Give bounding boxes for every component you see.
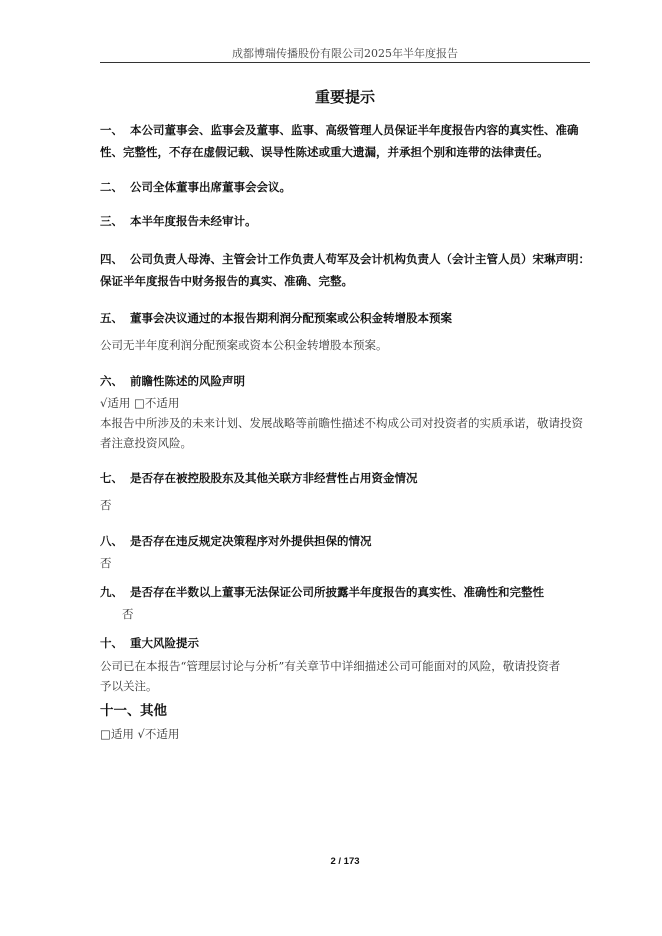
item-1 [100, 119, 590, 163]
item-7-number: 七、 [100, 471, 123, 485]
item-8-text: 是否存在违反规定决策程序对外提供担保的情况 [130, 534, 372, 548]
item-9-number: 九、 [100, 585, 123, 599]
item-5-number: 五、 [100, 311, 123, 325]
header-rule [100, 62, 590, 63]
item-10-number: 十、 [100, 636, 123, 650]
page-number: 2 / 173 [330, 856, 360, 867]
item-9-heading [100, 581, 590, 603]
item-3-text: 本半年度报告未经审计。 [130, 214, 257, 228]
item-1-text: 本公司董事会、监事会及董事、监事、高级管理人员保证半年度报告内容的真实性、准确性、完整性，不存在虚假记载、误导性陈述或重大遗漏，并承担个别和连带的法律责任。 [100, 123, 579, 159]
item-3 [100, 210, 590, 232]
item-11-number: 十一、 [100, 703, 141, 719]
item-9-text: 是否存在半数以上董事无法保证公司所披露半年度报告的真实性、准确性和完整性 [130, 585, 544, 599]
running-header: 成都博瑞传播股份有限公司2025年半年度报告 [232, 47, 458, 60]
item-4-number: 四、 [100, 252, 123, 266]
item-5-text: 董事会决议通过的本报告期利润分配预案或公积金转增股本预案 [130, 311, 452, 325]
item-8-number: 八、 [100, 534, 123, 548]
item-4-text: 公司负责人母涛、主管会计工作负责人苟军及会计机构负责人（会计主管人员）宋琳声明：保证半年度报告中财务报告的真实、准确、完整。 [100, 252, 590, 288]
item-10-text: 重大风险提示 [130, 636, 199, 650]
item-7-body: 否 [100, 498, 112, 512]
item-6-options: √适用 □不适用 [100, 396, 180, 410]
item-5-heading [100, 307, 590, 329]
item-11-options: □适用 √不适用 [100, 727, 180, 741]
item-1-number: 一、 [100, 123, 123, 137]
item-4 [100, 248, 590, 292]
item-9-body: 否 [122, 607, 134, 621]
item-2-text: 公司全体董事出席董事会会议。 [130, 180, 291, 194]
item-8-body: 否 [100, 556, 112, 570]
item-2-number: 二、 [100, 180, 123, 194]
item-10-heading [100, 632, 590, 654]
item-6-heading [100, 370, 590, 392]
item-6-text: 前瞻性陈述的风险声明 [130, 374, 245, 388]
item-5-body: 公司无半年度利润分配预案或资本公积金转增股本预案。 [100, 338, 388, 352]
item-7-heading [100, 467, 590, 489]
item-3-number: 三、 [100, 214, 123, 228]
item-2 [100, 176, 590, 198]
item-8-heading [100, 530, 590, 552]
item-6-number: 六、 [100, 374, 123, 388]
item-6-body: 本报告中所涉及的未来计划、发展战略等前瞻性描述不构成公司对投资者的实质承诺，敬请投资者注意投资风险。 [100, 416, 583, 450]
item-11-heading [100, 700, 590, 722]
item-10-body: 公司已在本报告“管理层讨论与分析”有关章节中详细描述公司可能面对的风险，敬请投资者予以关注。 [100, 659, 561, 693]
page-title: 重要提示 [314, 88, 375, 106]
item-7-text: 是否存在被控股股东及其他关联方非经营性占用资金情况 [130, 471, 418, 485]
item-11-text: 其他 [140, 703, 167, 719]
